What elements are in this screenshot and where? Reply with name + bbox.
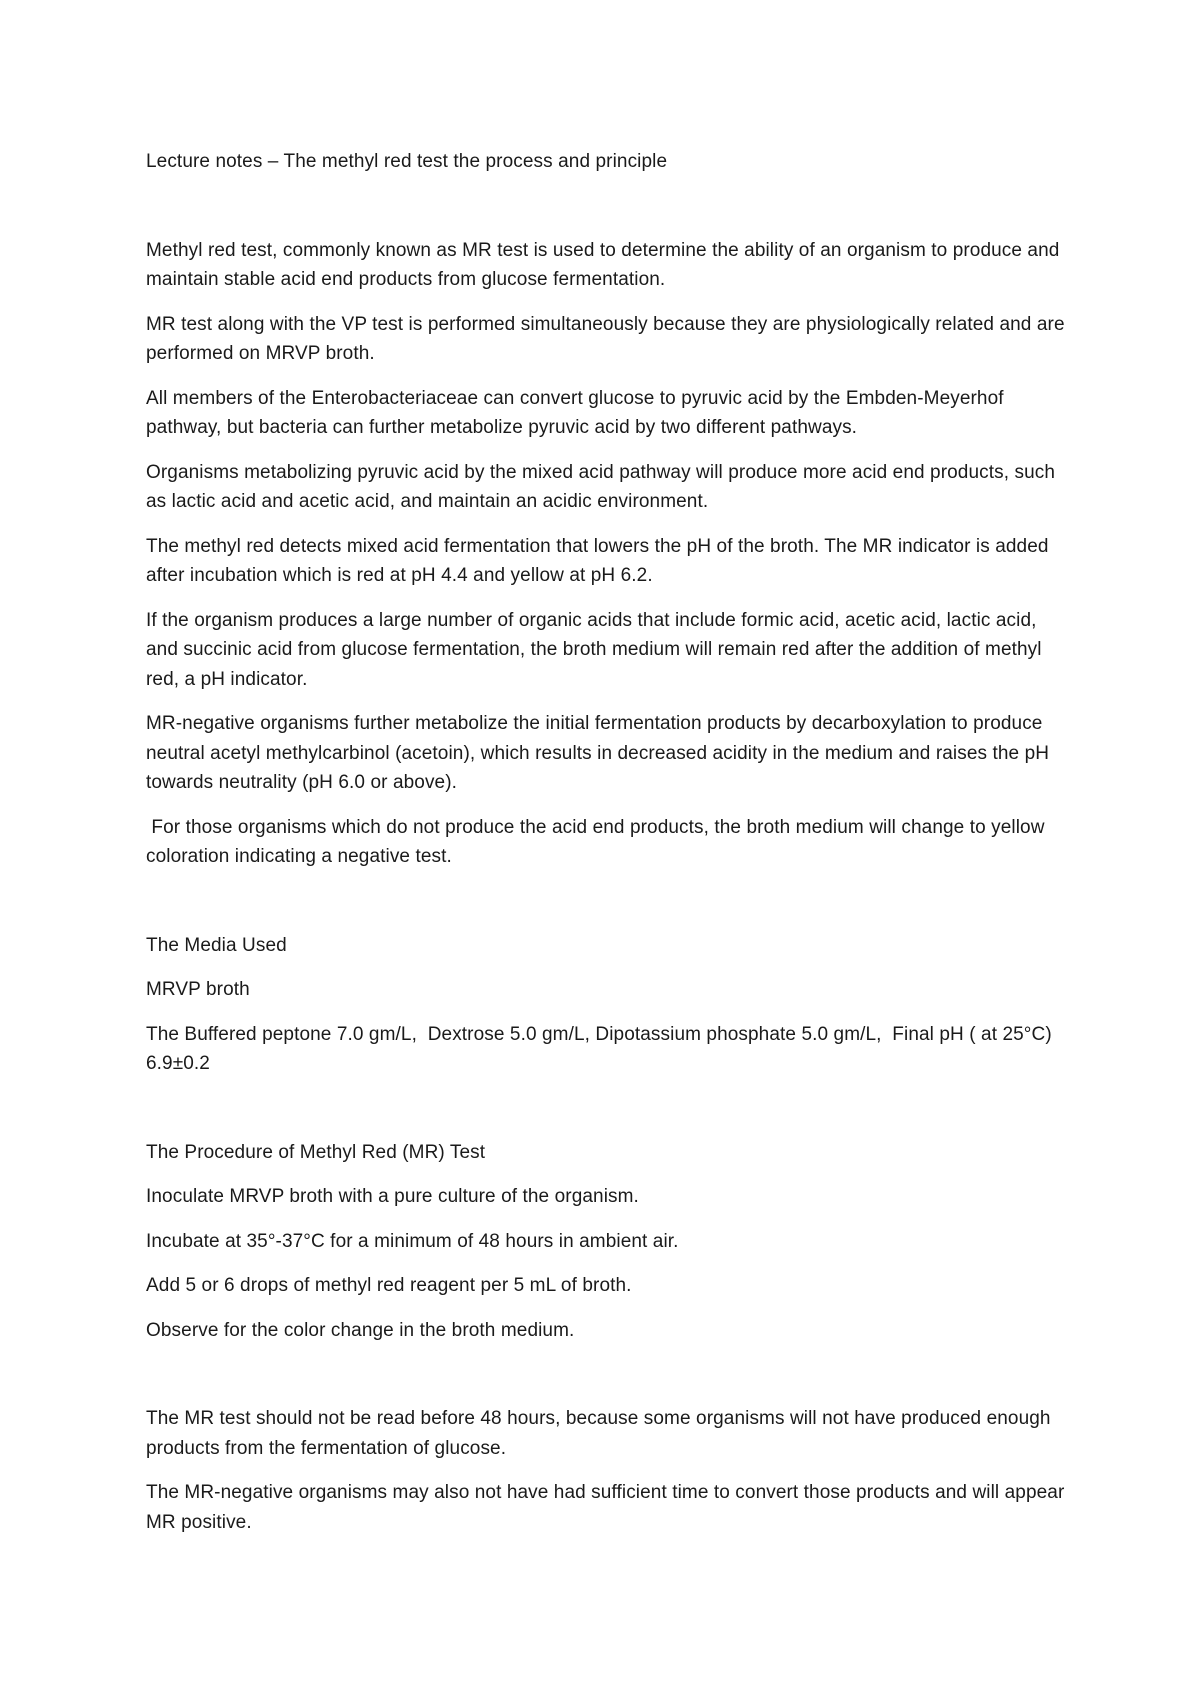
media-name: MRVP broth [146, 979, 250, 1000]
intro-paragraph: The methyl red detects mixed acid fermentation that lowers the pH of the broth. The MR indicator is added after incubation which is red at pH 4.4 and yellow at pH 6.2. [146, 535, 1049, 586]
procedure-step: Add 5 or 6 drops of methyl red reagent per 5 mL of broth. [146, 1275, 632, 1296]
intro-paragraph: MR test along with the VP test is performed simultaneously because they are physiologically related and are performed on MRVP broth. [146, 313, 1065, 364]
procedure-step: Inoculate MRVP broth with a pure culture of the organism. [146, 1186, 639, 1207]
document-title: Lecture notes – The methyl red test the process and principle [146, 151, 668, 172]
intro-paragraph: Methyl red test, commonly known as MR test is used to determine the ability of an organism to produce and maintain stable acid end products from glucose fermentation. [146, 239, 1060, 290]
intro-paragraph: Organisms metabolizing pyruvic acid by the mixed acid pathway will produce more acid end products, such as lactic acid and acetic acid, and maintain an acidic environment. [146, 461, 1056, 512]
note-paragraph: The MR-negative organisms may also not have had sufficient time to convert those products and will appear MR positive. [146, 1482, 1065, 1533]
intro-paragraph: All members of the Enterobacteriaceae can convert glucose to pyruvic acid by the Embden-Meyerhof pathway, but bacteria can further metabolize pyruvic acid by two different pathways. [146, 387, 1004, 438]
intro-paragraph: For those organisms which do not produce the acid end products, the broth medium will change to yellow coloration indicating a negative test. [146, 816, 1050, 867]
procedure-step: Incubate at 35°-37°C for a minimum of 48 hours in ambient air. [146, 1230, 679, 1252]
intro-paragraph: MR-negative organisms further metabolize the initial fermentation products by decarboxylation to produce neutral acetyl methylcarbinol (acetoin), which results in decreased acidity in the medium and raises the pH towards neutrality (pH 6.0 or above). [146, 713, 1050, 793]
media-composition: The Buffered peptone 7.0 gm/L, Dextrose 5.0 gm/L, Dipotassium phosphate 5.0 gm/L, Final pH ( at 25°C) 6.9±0.2 [146, 1023, 1058, 1074]
procedure-step: Observe for the color change in the broth medium. [146, 1319, 575, 1341]
media-heading: The Media Used [146, 934, 287, 956]
note-paragraph: The MR test should not be read before 48 hours, because some organisms will not have produced enough products from the fermentation of glucose. [146, 1408, 1051, 1459]
intro-paragraph: If the organism produces a large number of organic acids that include formic acid, acetic acid, lactic acid, and succinic acid from glucose fermentation, the broth medium will remain red after the addition of methyl red, a pH indicator. [146, 609, 1042, 690]
document-body [146, 147, 1066, 1552]
procedure-heading: The Procedure of Methyl Red (MR) Test [146, 1141, 486, 1163]
